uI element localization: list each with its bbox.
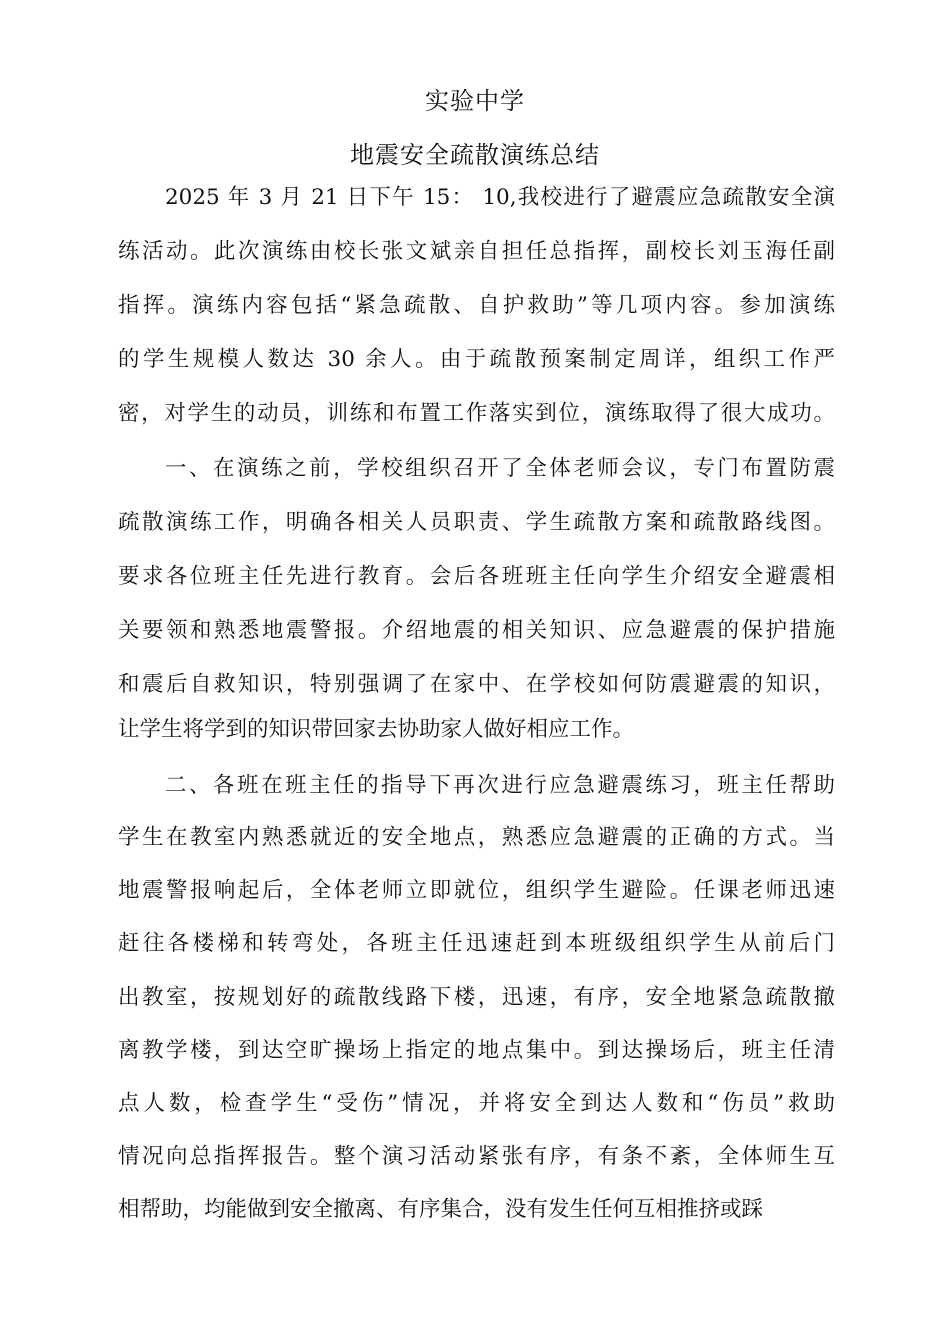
paragraph-3-line-8: 情况向总指挥报告。整个演习活动紧张有序，有条不紊，全体师生互 [118,1144,835,1169]
paragraph-2-line-5: 和震后自救知识，特别强调了在家中、在学校如何防震避震的知识， [118,672,835,697]
paragraph-3-line-3: 地震警报响起后，全体老师立即就位，组织学生避险。任课老师迅速 [118,878,835,903]
paragraph-1-line-5: 密，对学生的动员，训练和布置工作落实到位，演练取得了很大成功。 [118,401,835,426]
school-name: 实验中学 [425,87,525,115]
paragraph-1-line-2: 练活动。此次演练由校长张文斌亲自担任总指挥，副校长刘玉海任副 [118,239,835,264]
paragraph-2-line-3: 要求各位班主任先进行教育。会后各班班主任向学生介绍安全避震相 [118,564,835,589]
paragraph-3-line-6: 离教学楼，到达空旷操场上指定的地点集中。到达操场后，班主任清 [118,1038,835,1063]
paragraph-3-line-7: 点人数，检查学生“受伤”情况，并将安全到达人数和“伤员”救助 [118,1091,835,1116]
paragraph-3-line-5: 出教室，按规划好的疏散线路下楼，迅速，有序，安全地紧急疏散撤 [118,985,835,1010]
paragraph-3-line-1: 二、各班在班主任的指导下再次进行应急避震练习，班主任帮助 [165,773,835,798]
paragraph-2-line-2: 疏散演练工作，明确各相关人员职责、学生疏散方案和疏散路线图。 [118,510,835,535]
paragraph-2-line-4: 关要领和熟悉地震警报。介绍地震的相关知识、应急避震的保护措施 [118,618,835,643]
paragraph-1-line-1: 2025 年 3 月 21 日下午 15： 10,我校进行了避震应急疏散安全演 [165,185,835,210]
paragraph-2-line-6: 让学生将学到的知识带回家去协助家人做好相应工作。 [118,717,635,742]
paragraph-3-line-4: 赶往各楼梯和转弯处，各班主任迅速赶到本班级组织学生从前后门 [118,931,835,956]
paragraph-2-line-1: 一、在演练之前，学校组织召开了全体老师会议，专门布置防震 [165,456,835,481]
paragraph-1-line-3: 指挥。演练内容包括“紧急疏散、自护救助”等几项内容。参加演练 [118,293,835,318]
paragraph-3-line-2: 学生在教室内熟悉就近的安全地点，熟悉应急避震的正确的方式。当 [118,825,835,850]
document-title: 地震安全疏散演练总结 [350,141,600,169]
paragraph-3-line-9: 相帮助，均能做到安全撤离、有序集合，没有发生任何互相推挤或踩 [118,1197,764,1222]
paragraph-1-line-4: 的学生规模人数达 30 余人。由于疏散预案制定周详，组织工作严 [118,347,835,372]
